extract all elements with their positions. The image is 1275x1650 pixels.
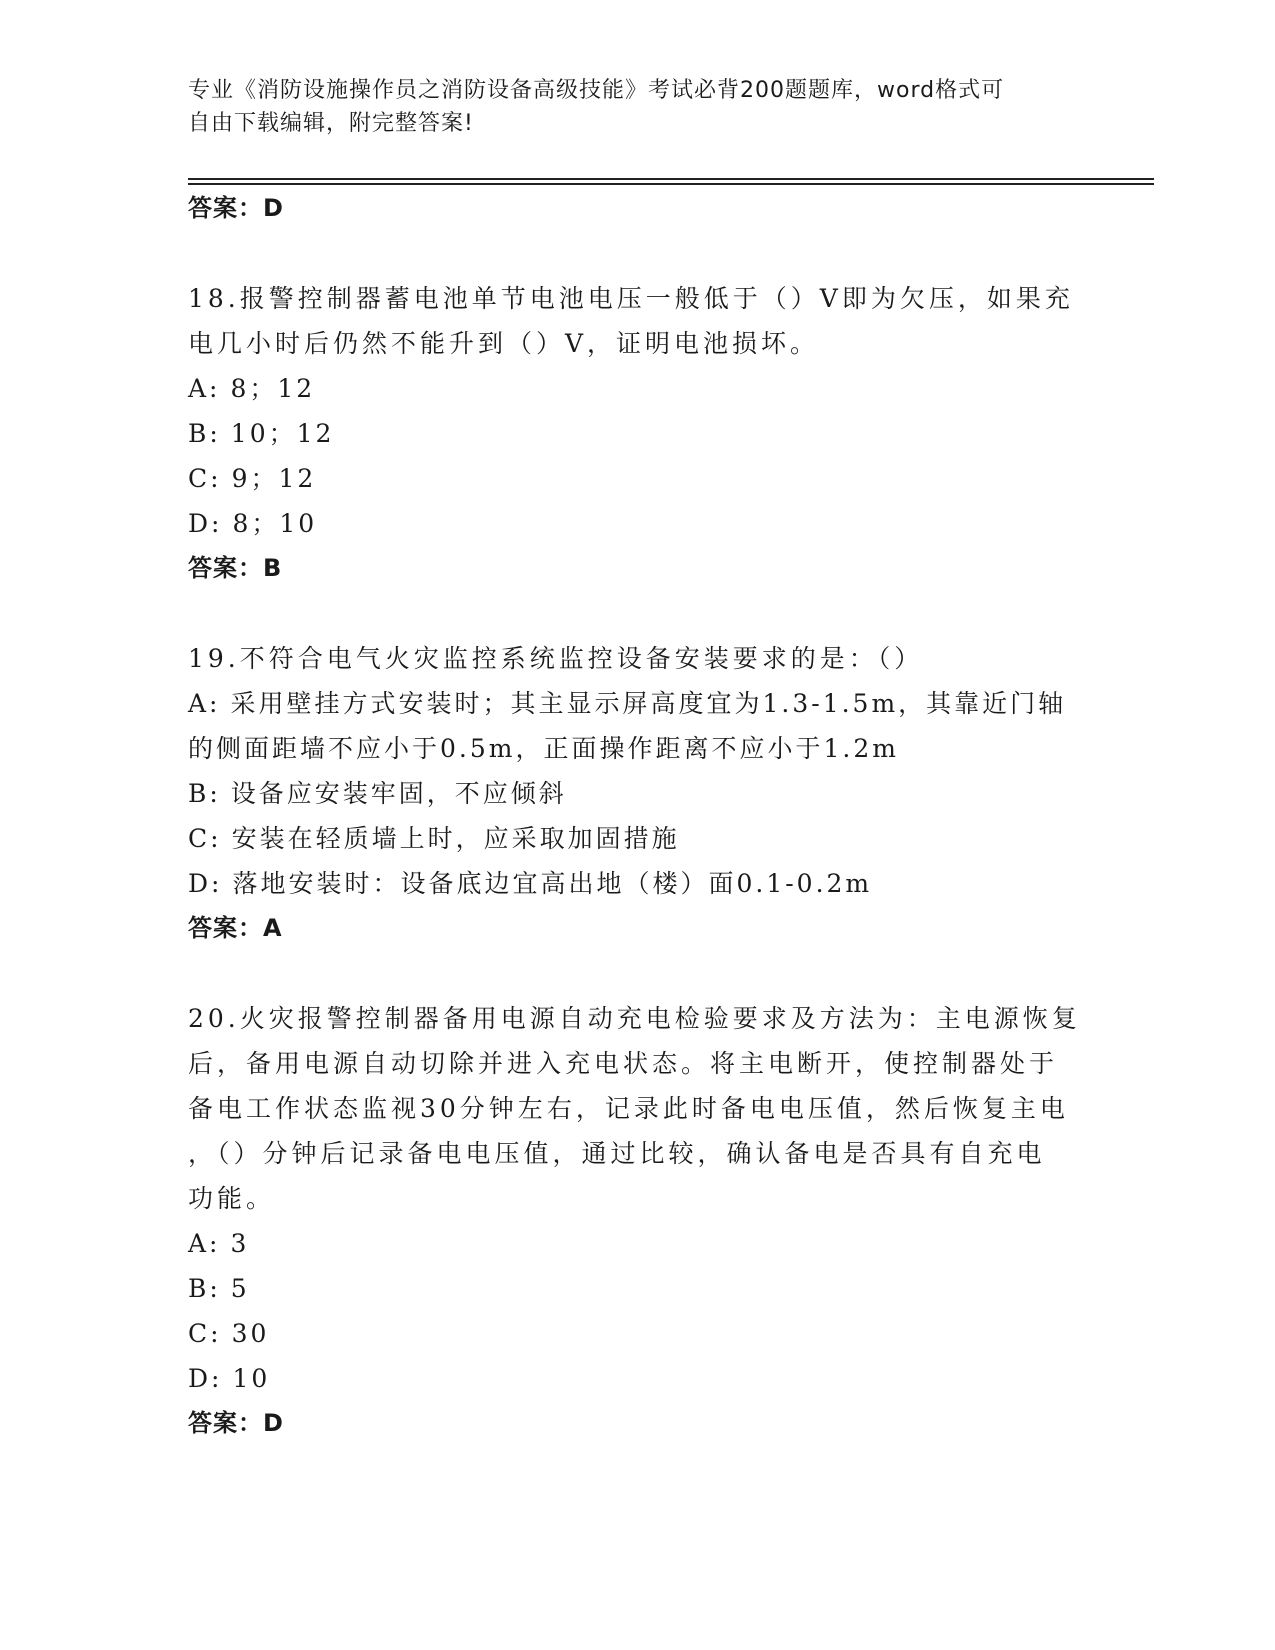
document-body [188,186,1088,1446]
option-a [188,1221,1088,1266]
option-letter: A: [188,1229,221,1258]
option-letter: C: [188,464,222,493]
option-text: 落地安装时：设备底边宜高出地（楼）面0.1-0.2m [232,869,873,898]
option-letter: D: [188,1364,223,1393]
option-b [188,411,1088,456]
option-b [188,771,1088,816]
option-letter: A: [188,689,221,718]
question-line: 电几小时后仍然不能升到（）V，证明电池损坏。 [188,329,820,358]
header-divider [188,183,1154,185]
option-letter: B: [188,779,221,808]
option-letter: B: [188,419,221,448]
option-text: 30 [231,1319,270,1348]
option-letter: D: [188,869,223,898]
option-text: 安装在轻质墙上时，应采取加固措施 [231,824,680,853]
option-text: 8；12 [230,374,316,403]
option-text: 10；12 [230,419,335,448]
option-letter: C: [188,824,222,853]
option-text: 9；12 [231,464,317,493]
option-text: 8；10 [232,509,318,538]
question-block [188,636,1088,951]
option-text: 10 [232,1364,271,1393]
question-text [188,276,1088,366]
option-c [188,816,1088,861]
option-letter: D: [188,509,223,538]
answer-line: 答案：D [188,1409,284,1437]
question-text [188,996,1088,1221]
question-line: 后，备用电源自动切除并进入充电状态。将主电断开，使控制器处于 [188,1049,1059,1078]
question-line: 功能。 [188,1184,276,1213]
option-d [188,501,1088,546]
header-divider [188,178,1154,180]
question-line: ，（）分钟后记录备电电压值，通过比较，确认备电是否具有自充电 [188,1139,1046,1168]
option-d [188,1356,1088,1401]
question-block [188,996,1088,1446]
option-text: 的侧面距墙不应小于0.5m，正面操作距离不应小于1.2m [188,734,899,763]
option-b [188,1266,1088,1311]
option-letter: B: [188,1274,221,1303]
option-text: 采用壁挂方式安装时；其主显示屏高度宜为1.3-1.5m，其靠近门轴 [230,689,1067,718]
option-letter: C: [188,1319,222,1348]
option-d [188,861,1088,906]
question-line: 19.不符合电气火灾监控系统监控设备安装要求的是：（） [188,644,924,673]
question-text [188,636,1088,681]
header-line: 专业《消防设施操作员之消防设备高级技能》考试必背200题题库，word格式可 [188,78,1005,103]
answer-line: 答案：D [188,194,284,222]
option-letter: A: [188,374,221,403]
option-text: 3 [230,1229,250,1258]
question-line: 18.报警控制器蓄电池单节电池电压一般低于（）V即为欠压，如果充 [188,284,1074,313]
option-text: 设备应安装牢固，不应倾斜 [230,779,567,808]
option-c [188,456,1088,501]
answer-line: 答案：A [188,914,283,942]
option-text: 5 [230,1274,250,1303]
question-line: 20.火灾报警控制器备用电源自动充电检验要求及方法为：主电源恢复 [188,1004,1081,1033]
answer-line: 答案：B [188,554,283,582]
page-header [188,74,1068,140]
option-c [188,1311,1088,1356]
option-a [188,366,1088,411]
question-block [188,276,1088,591]
question-line: 备电工作状态监视30分钟左右，记录此时备电电压值，然后恢复主电 [188,1094,1069,1123]
header-line: 自由下载编辑，附完整答案! [188,111,474,136]
option-a [188,681,1088,771]
